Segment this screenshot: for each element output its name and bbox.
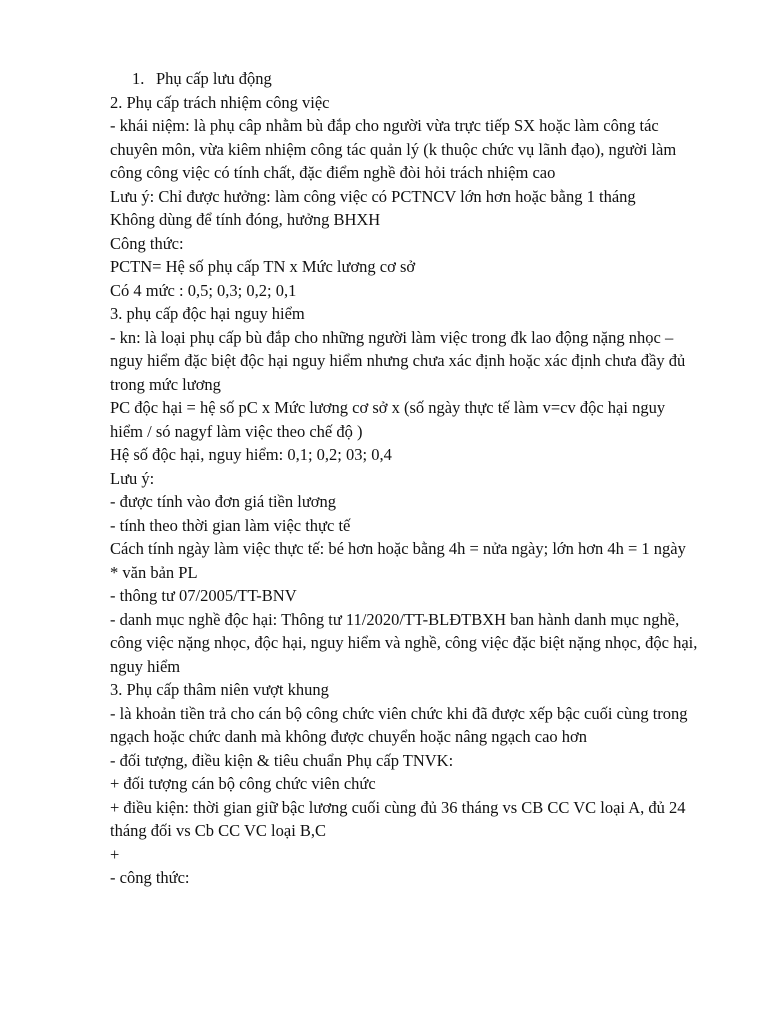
paragraph-formula-label: Công thức:: [110, 233, 184, 253]
list-text: Phụ cấp lưu động: [156, 69, 272, 88]
paragraph-note-label: Lưu ý:: [110, 468, 155, 488]
paragraph-no-insurance: Không dùng để tính đóng, hưởng BHXH: [110, 210, 381, 229]
document-body: [110, 67, 700, 890]
paragraph-note-wage: - được tính vào đơn giá tiền lương: [110, 492, 336, 511]
paragraph-hazard-coefficients: Hệ số độc hại, nguy hiểm: 0,1; 0,2; 03; 0,4: [110, 445, 392, 464]
paragraph-circular-2005: - thông tư 07/2005/TT-BNV: [110, 586, 297, 605]
paragraph-actual-days: Cách tính ngày làm việc thực tế: bé hơn hoặc bằng 4h = nửa ngày; lớn hơn 4h = 1 ngày: [110, 539, 686, 558]
paragraph-hazard-list: - danh mục nghề độc hại: Thông tư 11/2020/TT-BLĐTBXH ban hành danh mục nghề, công việc nặng nhọc, độc hại, nguy hiểm và nghề, công việc đặc biệt nặng nhọc, độc hại, nguy hiểm: [110, 609, 698, 676]
heading-responsibility-allowance: 2. Phụ cấp trách nhiệm công việc: [110, 92, 330, 112]
paragraph-seniority-subjects: + đối tượng cán bộ công chức viên chức: [110, 774, 376, 793]
paragraph-legal-docs: * văn bản PL: [110, 562, 198, 582]
list-item: [110, 67, 700, 91]
paragraph-formula-end: - công thức:: [110, 868, 190, 887]
list-number: 1.: [132, 69, 145, 88]
heading-hazard-allowance: 3. phụ cấp độc hại nguy hiểm: [110, 304, 305, 323]
paragraph-formula-pctn: PCTN= Hệ số phụ cấp TN x Mức lương cơ sở: [110, 257, 416, 276]
paragraph-concept: - khái niệm: là phụ câp nhằm bù đắp cho người vừa trực tiếp SX hoặc làm công tác chuyên môn, vừa kiêm nhiệm công tác quản lý (k thuộc chức vụ lãnh đạo), người làm công công việc có tính chất, đặc điểm nghề đòi hỏi trách nhiệm cao: [110, 116, 677, 182]
heading-seniority-allowance: 3. Phụ cấp thâm niên vượt khung: [110, 680, 329, 699]
paragraph-seniority-criteria: - đối tượng, điều kiện & tiêu chuẩn Phụ cấp TNVK:: [110, 750, 454, 770]
paragraph-seniority-concept: - là khoản tiền trả cho cán bộ công chức viên chức khi đã được xếp bậc cuối cùng trong ngạch hoặc chức danh mà không được chuyển hoặc nâng ngạch cao hơn: [110, 703, 688, 746]
paragraph-hazard-concept: - kn: là loại phụ cấp bù đắp cho những người làm việc trong đk lao động nặng nhọc – nguy hiểm đặc biệt độc hại nguy hiểm nhưng chưa xác định hoặc xác định chưa đầy đủ trong mức lương: [110, 327, 686, 394]
paragraph-plus: +: [110, 844, 120, 864]
paragraph-levels: Có 4 mức : 0,5; 0,3; 0,2; 0,1: [110, 280, 297, 300]
paragraph-note-time: - tính theo thời gian làm việc thực tế: [110, 515, 351, 535]
paragraph-note-eligibility: Lưu ý: Chỉ được hưởng: làm công việc có PCTNCV lớn hơn hoặc bằng 1 tháng: [110, 186, 636, 206]
paragraph-hazard-formula: PC độc hại = hệ số pC x Mức lương cơ sở x (số ngày thực tế làm v=cv độc hại nguy hiểm / só nagyf làm việc theo chế độ ): [110, 398, 666, 441]
paragraph-seniority-conditions: + điều kiện: thời gian giữ bậc lương cuối cùng đủ 36 tháng vs CB CC VC loại A, đủ 24 tháng đối vs Cb CC VC loại B,C: [110, 797, 686, 840]
